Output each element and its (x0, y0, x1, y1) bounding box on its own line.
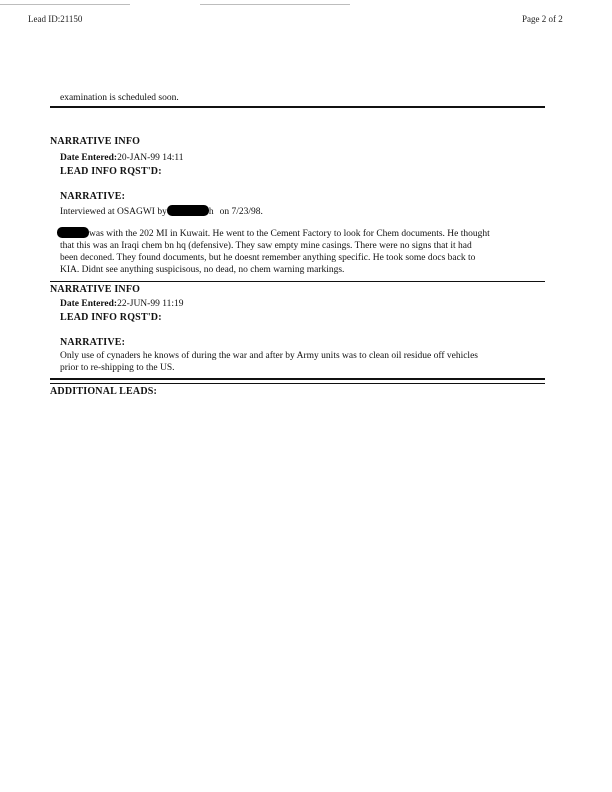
section-divider (50, 378, 545, 380)
narrative-body (60, 350, 478, 374)
date-entered-label: Date Entered: (60, 153, 118, 163)
section-divider (50, 383, 545, 384)
narrative-line: been deconed. They found documents, but he doesnt remember anything specific. He took some docs back to (60, 253, 476, 263)
interview-date: on 7/23/98. (219, 207, 263, 217)
narrative-line: Only use of cynaders he knows of during the war and after by Army units was to clean oil residue off vehicles (60, 351, 478, 361)
date-entered (60, 298, 184, 310)
scan-artifact-line (200, 4, 350, 5)
lead-id: Lead ID:21150 (28, 14, 83, 24)
redaction-tail: h (208, 207, 214, 217)
page-number: Page 2 of 2 (522, 14, 563, 24)
scan-artifact-line (0, 4, 130, 5)
additional-leads-heading: ADDITIONAL LEADS: (50, 386, 158, 397)
lead-info-rqstd-label: LEAD INFO RQST'D: (60, 166, 162, 177)
narrative-line: prior to re-shipping to the US. (60, 363, 175, 373)
redaction-block (57, 227, 89, 238)
narrative-line: KIA. Didnt see anything suspicisous, no dead, no chem warning markings. (60, 265, 345, 275)
carryover-text: examination is scheduled soon. (60, 93, 179, 103)
redaction-block (167, 205, 209, 216)
interview-line (60, 205, 263, 218)
narrative-body (60, 227, 490, 276)
date-entered-value: 20-JAN-99 14:11 (117, 153, 184, 163)
narrative-line: that this was an Iraqi chem bn hq (defensive). They saw empty mine casings. There were no signs that it had (60, 241, 472, 251)
section-heading: NARRATIVE INFO (50, 284, 141, 295)
narrative-line (60, 227, 490, 240)
narrative-label: NARRATIVE: (60, 191, 126, 202)
date-entered (60, 152, 184, 164)
section-divider (50, 281, 545, 282)
lead-info-rqstd-label: LEAD INFO RQST'D: (60, 312, 162, 323)
section-heading: NARRATIVE INFO (50, 136, 141, 147)
date-entered-label: Date Entered: (60, 299, 118, 309)
interview-text: Interviewed at OSAGWI by (60, 207, 167, 217)
narrative-label: NARRATIVE: (60, 337, 126, 348)
date-entered-value: 22-JUN-99 11:19 (117, 299, 184, 309)
narrative-line-text: was with the 202 MI in Kuwait. He went to the Cement Factory to look for Chem documents. He thought (89, 229, 490, 239)
section-divider (50, 106, 545, 108)
